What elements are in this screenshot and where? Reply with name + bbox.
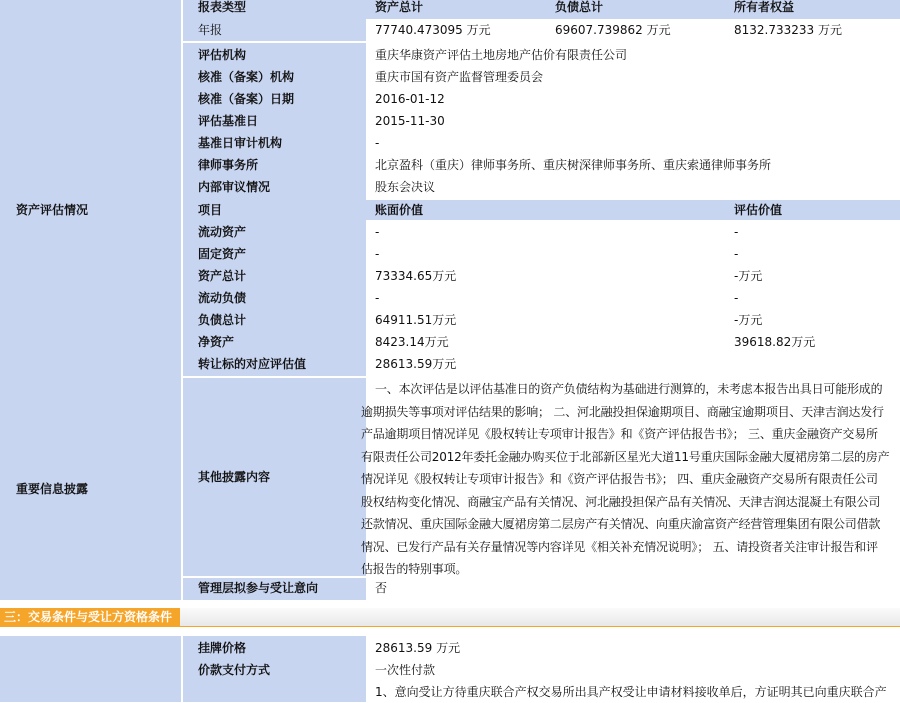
law-firm-label: 律师事务所 [198, 158, 259, 172]
eval-row-item: 净资产 [198, 335, 235, 349]
eval-row-book: - [375, 225, 380, 239]
report-header-row [366, 0, 900, 19]
approval-agency-label: 核准（备案）机构 [198, 70, 295, 84]
report-equity: 8132.733233 万元 [734, 23, 842, 37]
report-header-type: 报表类型 [198, 0, 247, 14]
asset-eval-label: 资产评估情况 [16, 203, 89, 217]
eval-row-appraised: - [734, 247, 739, 261]
other-disclosure-label: 其他披露内容 [198, 470, 271, 484]
audit-agency-value: - [375, 136, 380, 150]
disclosure-line: 有限责任公司2012年委托金融办购买位于北部新区星光大道11号重庆国际金融大厦裙房第二层的房产 [361, 449, 890, 464]
eval-row-book: 8423.14万元 [375, 335, 449, 349]
eval-row-item: 负债总计 [198, 313, 247, 327]
eval-row-appraised: -万元 [734, 269, 763, 283]
section-title: 三：交易条件与受让方资格条件 [0, 608, 180, 626]
eval-row-item: 固定资产 [198, 247, 247, 261]
disclosure-line: 逾期损失等事项对评估结果的影响； 二、河北融投担保逾期项目、商融宝逾期项目、天津吉润达发行 [361, 404, 884, 419]
eval-header-item: 项目 [198, 203, 223, 217]
internal-review-label: 内部审议情况 [198, 180, 271, 194]
report-header-assets: 资产总计 [375, 0, 424, 14]
condition-line: 1、意向受让方待重庆联合产权交易所出具产权受让申请材料接收单后，方证明其已向重庆联合产 [375, 685, 887, 699]
eval-row-appraised: - [734, 225, 739, 239]
report-assets: 77740.473095 万元 [375, 23, 491, 37]
eval-row-book: - [375, 247, 380, 261]
approval-agency-value: 重庆市国有资产监督管理委员会 [375, 70, 544, 84]
mgmt-value: 否 [375, 581, 388, 595]
report-header-liabilities: 负债总计 [555, 0, 604, 14]
report-type: 年报 [198, 23, 223, 37]
audit-agency-label: 基准日审计机构 [198, 136, 283, 150]
approval-date-label: 核准（备案）日期 [198, 92, 295, 106]
mgmt-label: 管理层拟参与受让意向 [198, 581, 319, 595]
eval-agency-value: 重庆华康资产评估土地房地产估价有限责任公司 [375, 48, 628, 62]
price-value: 28613.59 万元 [375, 641, 461, 655]
base-date-value: 2015-11-30 [375, 114, 445, 128]
disclosure-line: 一、本次评估是以评估基准日的资产负债结构为基础进行测算的，未考虑本报告出具日可能形成的 [375, 382, 883, 396]
base-date-label: 评估基准日 [198, 114, 259, 128]
internal-review-value: 股东会决议 [375, 180, 436, 194]
other-disclosure-text [361, 378, 895, 581]
eval-row-item: 流动资产 [198, 225, 247, 239]
disclosure-line: 情况详见《股权转让专项审计报告》和《资产评估报告书》； 四、重庆金融资产交易所有限责任公司 [361, 472, 878, 486]
left-column-top [0, 0, 181, 600]
payment-label: 价款支付方式 [198, 663, 271, 677]
eval-row-item: 资产总计 [198, 269, 247, 283]
eval-row-appraised: -万元 [734, 313, 763, 327]
eval-row-appraised: - [734, 291, 739, 305]
eval-row-book: 73334.65万元 [375, 269, 457, 283]
approval-date-value: 2016-01-12 [375, 92, 445, 106]
eval-row-appraised: 39618.82万元 [734, 335, 816, 349]
left-column-bottom [0, 636, 181, 702]
eval-header-appraised: 评估价值 [734, 203, 783, 217]
disclosure-line: 估报告的特别事项。 [361, 562, 468, 576]
payment-value: 一次性付款 [375, 663, 436, 677]
price-label: 挂牌价格 [198, 641, 247, 655]
disclosure-label: 重要信息披露 [16, 482, 89, 496]
eval-row-book: 28613.59万元 [375, 357, 457, 371]
eval-row-book: - [375, 291, 380, 305]
report-header-equity: 所有者权益 [734, 0, 795, 14]
eval-header-row [366, 200, 900, 220]
report-liabilities: 69607.739862 万元 [555, 23, 671, 37]
eval-header-book: 账面价值 [375, 203, 424, 217]
eval-row-item: 流动负债 [198, 291, 247, 305]
disclosure-line: 还款情况、重庆国际金融大厦裙房第二层房产有关情况、向重庆渝富资产经营管理集团有限公司借款 [361, 517, 881, 531]
disclosure-line: 股权结构变化情况、商融宝产品有关情况、河北融投担保产品有关情况、天津吉润达混凝土有限公司 [361, 494, 881, 509]
eval-row-book: 64911.51万元 [375, 313, 457, 327]
section-bar [0, 608, 900, 627]
disclosure-line: 产品逾期项目情况详见《股权转让专项审计报告》和《资产评估报告书》； 三、重庆金融资产交易所 [361, 427, 878, 441]
disclosure-line: 情况、已发行产品有关存量情况等内容详见《相关补充情况说明》； 五、请投资者关注审计报告和评 [361, 539, 878, 554]
law-firm-value: 北京盈科（重庆）律师事务所、重庆树深律师事务所、重庆索通律师事务所 [375, 158, 772, 172]
eval-row-item: 转让标的对应评估值 [198, 357, 307, 371]
eval-agency-label: 评估机构 [198, 48, 247, 62]
